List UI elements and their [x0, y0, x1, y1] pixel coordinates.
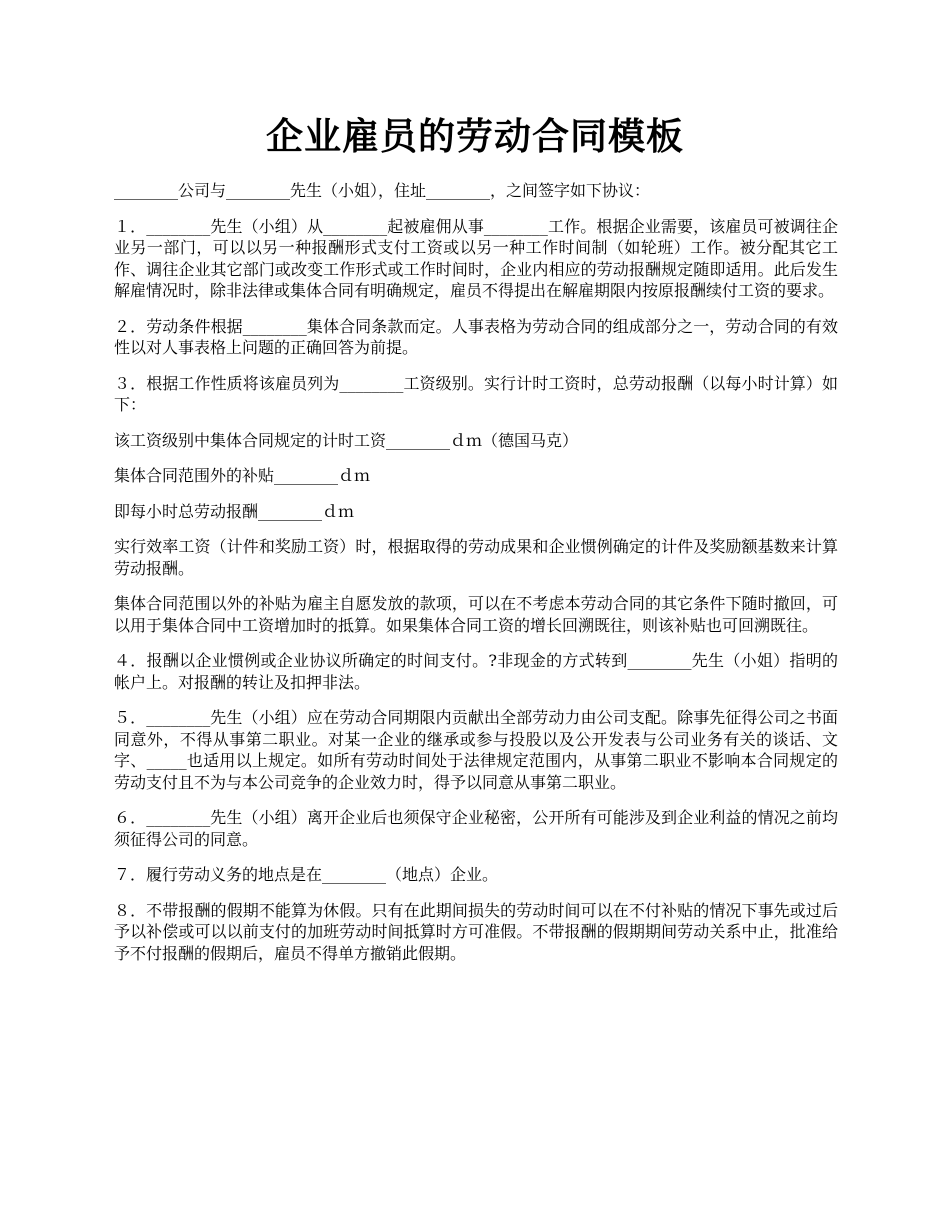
document-title: 企业雇员的劳动合同模板 — [266, 114, 684, 158]
clause-3-paragraph: ３．根据工作性质将该雇员列为________工资级别。实行计时工资时，总劳动报酬（以每小时计算）如下： — [114, 373, 838, 414]
clause-7-paragraph: ７．履行劳动义务的地点是在________（地点）企业。 — [114, 865, 499, 884]
allowance-line: 集体合同范围外的补贴________ｄｍ — [114, 466, 371, 485]
hourly-wage-line: 该工资级别中集体合同规定的计时工资________ｄｍ（德国马克） — [114, 430, 579, 450]
voluntary-allowance-paragraph: 集体合同范围以外的补贴为雇主自愿发放的款项，可以在不考虑本劳动合同的其它条件下随时撤回，可以用于集体合同中工资增加时的抵算。如果集体合同工资的增长回溯既往，则该补贴也可回溯既往。 — [114, 594, 838, 635]
efficiency-wage-paragraph: 实行效率工资（计件和奖励工资）时，根据取得的劳动成果和企业惯例确定的计件及奖励额基数来计算劳动报酬。 — [114, 537, 838, 578]
clause-2-paragraph: ２．劳动条件根据________集体合同条款而定。人事表格为劳动合同的组成部分之一，劳动合同的有效性以对人事表格上问题的正确回答为前提。 — [114, 316, 838, 357]
clause-1-paragraph: １．________先生（小组）从________起被雇佣从事________工作。根据企业需要，该雇员可被调往企业另一部门，可以以另一种报酬形式支付工资或以另一种工作时间制（如轮班）工作。被分配其它工作、调往企业其它部门或改变工作形式或工作时间时，企业内相应的劳动报酬规定随即适用。此后发生解雇情况时，除非法律或集体合同有明确规定，雇员不得提出在解雇期限内按原报酬续付工资的要求。 — [114, 216, 838, 300]
clause-8-paragraph: ８．不带报酬的假期不能算为休假。只有在此期间损失的劳动时间可以在不付补贴的情况下事先或过后予以补偿或可以以前支付的加班劳动时间抵算时方可准假。不带报酬的假期期间劳动关系中止，批准给予不付报酬的假期后，雇员不得单方撤销此假期。 — [114, 900, 838, 963]
intro-paragraph: ________公司与________先生（小姐），住址________，之间签字如下协议： — [114, 181, 651, 200]
total-hourly-pay-line: 即每小时总劳动报酬________ｄｍ — [114, 501, 355, 521]
clause-4-paragraph: ４．报酬以企业惯例或企业协议所确定的时间支付。?非现金的方式转到________先生（小姐）指明的帐户上。对报酬的转让及扣押非法。 — [114, 651, 838, 692]
clause-6-paragraph: ６．________先生（小组）离开企业后也须保守企业秘密，公开所有可能涉及到企业利益的情况之前均须征得公司的同意。 — [114, 808, 838, 849]
clause-5-paragraph: ５．________先生（小组）应在劳动合同期限内贡献出全部劳动力由公司支配。除事先征得公司之书面同意外，不得从事第二职业。对某一企业的继承或参与投股以及公开发表与公司业务有关的谈话、文字、_____也适用以上规定。如所有劳动时间处于法律规定范围内，从事第二职业不影响本合同规定的劳动支付且不为与本公司竞争的企业效力时，得予以同意从事第二职业。 — [114, 708, 838, 792]
document-body — [114, 180, 838, 978]
